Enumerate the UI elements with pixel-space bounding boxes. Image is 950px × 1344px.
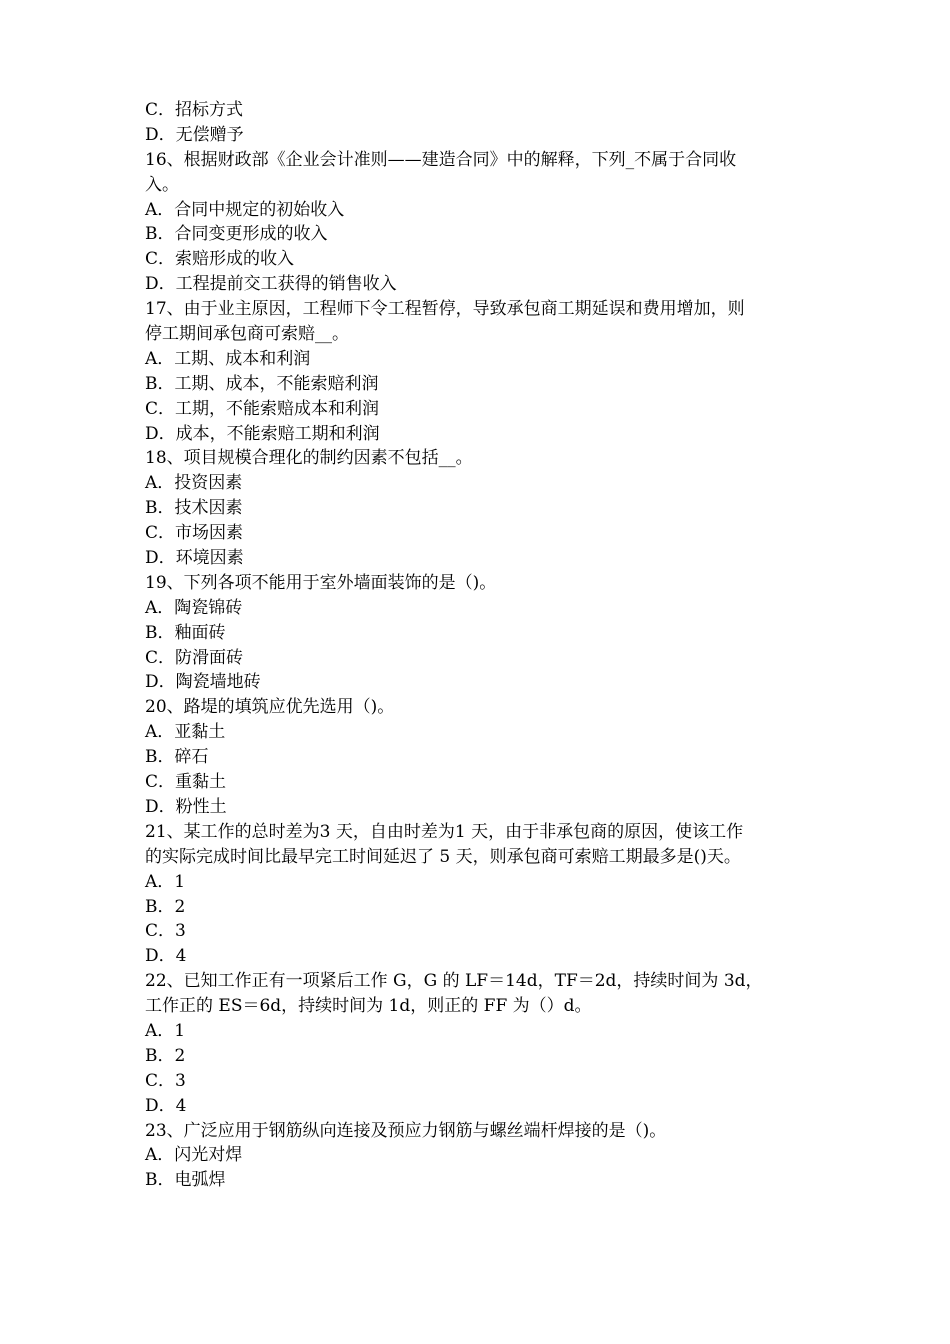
answer-option-line: D．陶瓷墙地砖	[145, 672, 261, 693]
answer-option-line: D．4	[145, 946, 187, 967]
question-text-line: 工作正的 ES＝6d，持续时间为 1d，则正的 FF 为（）d。	[145, 996, 592, 1017]
answer-option-line: C．工期，不能索赔成本和利润	[145, 398, 380, 419]
answer-option-line: D．粉性土	[145, 796, 227, 817]
answer-option-line: A．投资因素	[145, 473, 243, 494]
answer-option-line: A．1	[145, 1020, 186, 1041]
answer-option-line: C．重黏土	[145, 772, 227, 793]
document-body	[145, 98, 817, 1193]
answer-option-line: B．电弧焊	[145, 1170, 226, 1191]
question-text-line: 停工期间承包商可索赔__。	[145, 324, 349, 345]
answer-option-line: C．索赔形成的收入	[145, 249, 295, 270]
question-text-line: 23、广泛应用于钢筋纵向连接及预应力钢筋与螺丝端杆焊接的是（)。	[145, 1120, 667, 1141]
answer-option-line: C．招标方式	[145, 100, 244, 120]
answer-option-line: D．4	[145, 1095, 187, 1116]
answer-option-line: A．工期、成本和利润	[145, 348, 311, 369]
answer-option-line: A．1	[145, 871, 186, 892]
answer-option-line: A．亚黏土	[145, 722, 226, 743]
answer-option-line: A．陶瓷锦砖	[145, 597, 243, 618]
answer-option-line: B．合同变更形成的收入	[145, 224, 328, 245]
question-text-line: 22、已知工作正有一项紧后工作 G，G 的 LF＝14d，TF＝2d，持续时间为 3d，	[145, 971, 763, 992]
answer-option-line: B．釉面砖	[145, 622, 226, 643]
answer-option-line: C．3	[145, 1070, 186, 1091]
answer-option-line: B．工期、成本，不能索赔利润	[145, 373, 379, 394]
question-text-line: 20、路堤的填筑应优先选用（)。	[145, 697, 395, 718]
question-text-line: 16、根据财政部《企业会计准则——建造合同》中的解释，下列_不属于合同收	[145, 149, 737, 170]
answer-option-line: A．合同中规定的初始收入	[145, 199, 345, 220]
answer-option-line: C．3	[145, 921, 186, 942]
answer-option-line: C．市场因素	[145, 523, 244, 544]
answer-option-line: B．技术因素	[145, 498, 243, 519]
answer-option-line: C．防滑面砖	[145, 647, 244, 668]
answer-option-line: D．成本，不能索赔工期和利润	[145, 423, 380, 444]
answer-option-line: B．碎石	[145, 747, 209, 768]
question-text-line: 18、项目规模合理化的制约因素不包括__。	[145, 448, 473, 469]
answer-option-line: B．2	[145, 1045, 186, 1066]
question-text-line: 19、下列各项不能用于室外墙面装饰的是（)。	[145, 572, 497, 593]
answer-option-line: D．无偿赠予	[145, 124, 244, 145]
answer-option-line: D．环境因素	[145, 548, 244, 569]
answer-option-line: B．2	[145, 896, 186, 917]
answer-option-line: A．闪光对焊	[145, 1145, 243, 1166]
question-text-line: 的实际完成时间比最早完工时间延迟了 5 天，则承包商可索赔工期最多是()天。	[145, 846, 741, 867]
question-text-line: 21、某工作的总时差为3 天，自由时差为1 天，由于非承包商的原因，使该工作	[145, 821, 744, 842]
question-text-line: 17、由于业主原因，工程师下令工程暂停，导致承包商工期延误和费用增加，则	[145, 299, 745, 320]
question-text-line: 入。	[145, 174, 179, 195]
answer-option-line: D．工程提前交工获得的销售收入	[145, 274, 397, 295]
